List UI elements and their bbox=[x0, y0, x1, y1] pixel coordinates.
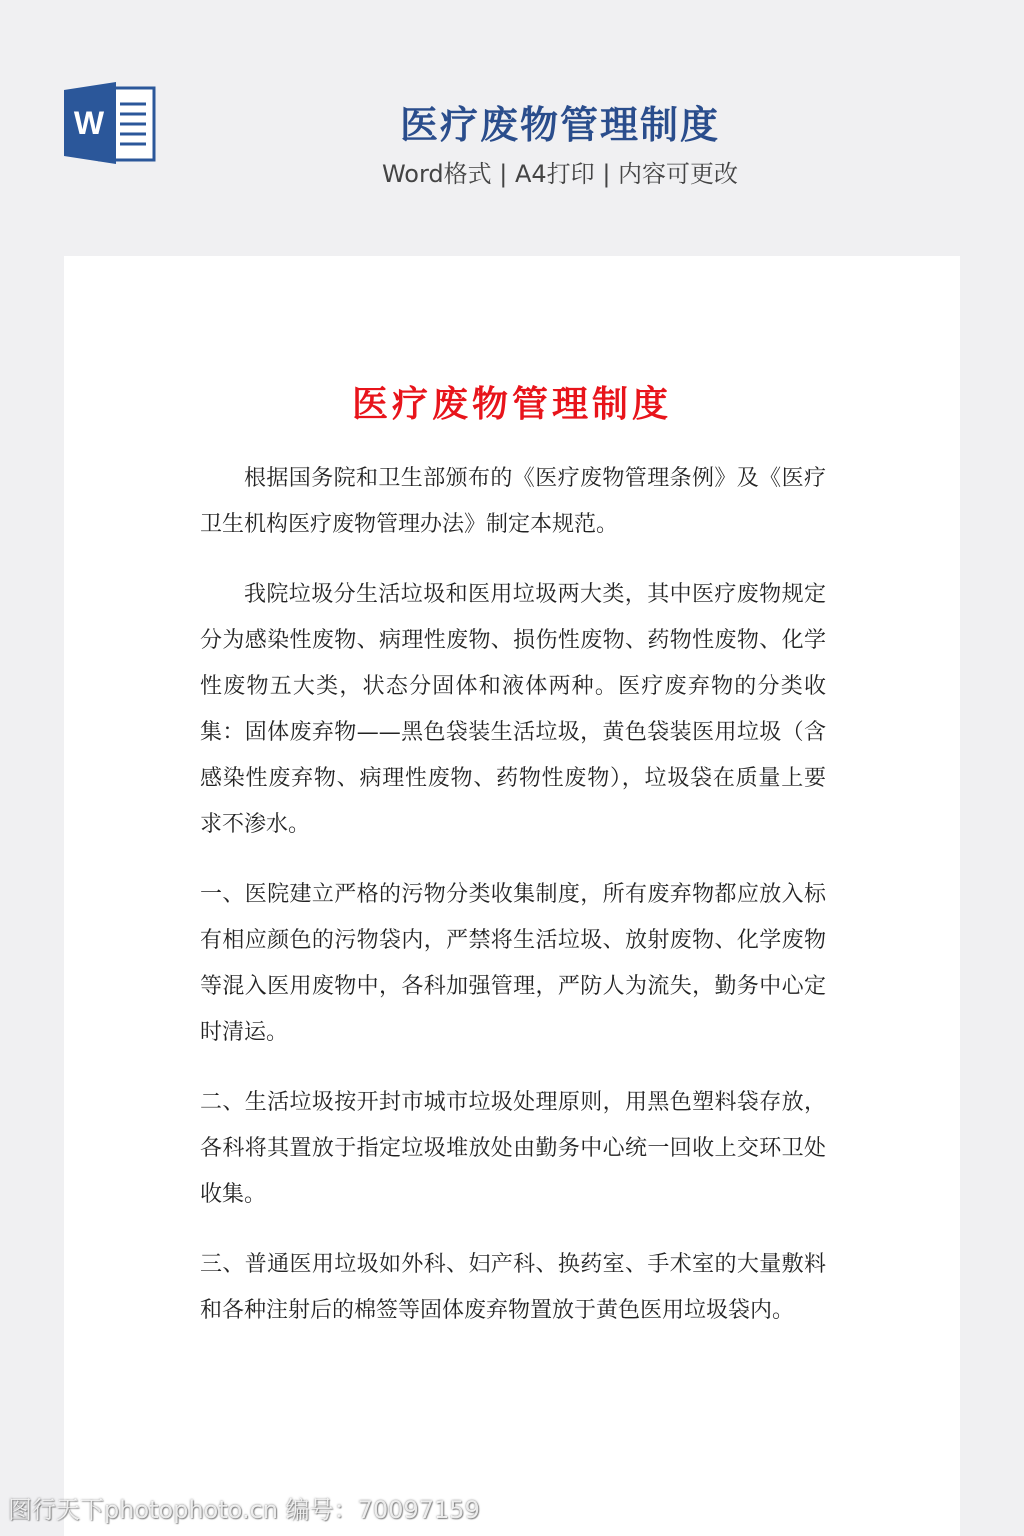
word-document-icon bbox=[64, 82, 156, 164]
word-icon-letter: W bbox=[73, 105, 105, 141]
paragraph-rule-1: 一、医院建立严格的污物分类收集制度，所有废弃物都应放入标有相应颜色的污物袋内，严禁将生活垃圾、放射废物、化学废物等混入医用废物中，各科加强管理，严防人为流失，勤务中心定时清运。 bbox=[200, 882, 826, 1045]
paragraph-intro: 根据国务院和卫生部颁布的《医疗废物管理条例》及《医疗卫生机构医疗废物管理办法》制定本规范。 bbox=[200, 466, 826, 537]
header-subtitle: Word格式 | A4打印 | 内容可更改 bbox=[381, 160, 739, 188]
paragraph-classification: 我院垃圾分生活垃圾和医用垃圾两大类，其中医疗废物规定分为感染性废物、病理性废物、损伤性废物、药物性废物、化学性废物五大类，状态分固体和液体两种。医疗废弃物的分类收集：固体废弃物——黑色袋装生活垃圾，黄色袋装医用垃圾（含感染性废弃物、病理性废物、药物性废物），垃圾袋在质量上要求不渗水。 bbox=[200, 582, 826, 837]
paragraph-rule-3: 三、普通医用垃圾如外科、妇产科、换药室、手术室的大量敷料和各种注射后的棉签等固体废弃物置放于黄色医用垃圾袋内。 bbox=[200, 1252, 826, 1323]
page-header bbox=[0, 0, 1024, 250]
document-body bbox=[200, 456, 826, 1358]
paragraph-rule-2: 二、生活垃圾按开封市城市垃圾处理原则，用黑色塑料袋存放，各科将其置放于指定垃圾堆放处由勤务中心统一回收上交环卫处收集。 bbox=[200, 1090, 826, 1207]
document-title: 医疗废物管理制度 bbox=[351, 383, 672, 425]
header-title: 医疗废物管理制度 bbox=[399, 103, 720, 147]
watermark: 图行天下photophoto.cn 编号：70097159 bbox=[8, 1496, 480, 1524]
document-page bbox=[64, 256, 960, 1536]
